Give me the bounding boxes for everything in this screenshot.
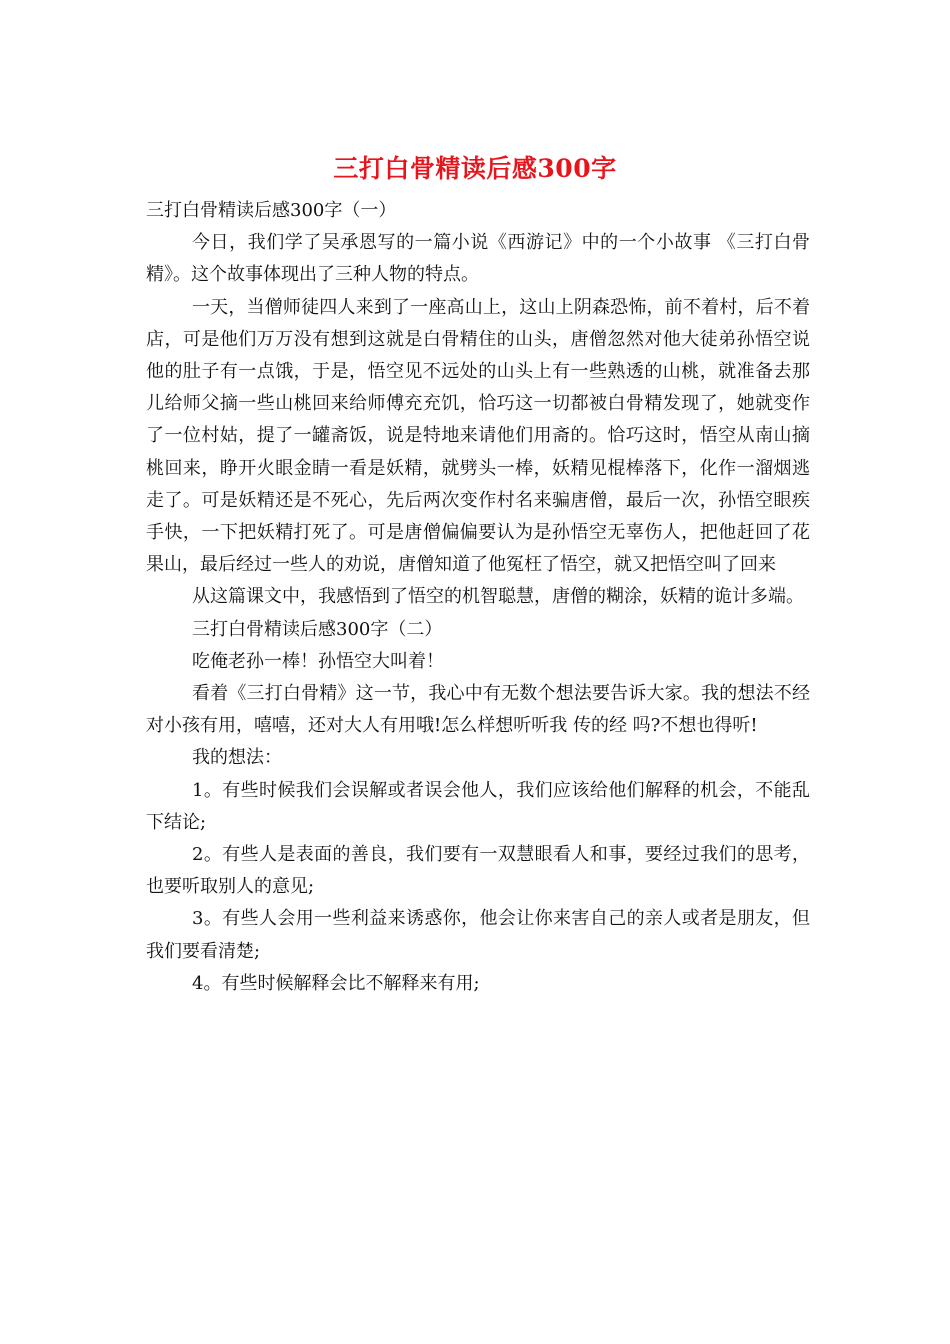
paragraph: 一天，当僧师徒四人来到了一座高山上，这山上阴森恐怖，前不着村，后不着店，可是他们万万没有想到这就是白骨精住的山头，唐僧忽然对他大徒弟孙悟空说他的肚子有一点饿，于是，悟空见不远处的山头上有一些熟透的山桃，就准备去那儿给师父摘一些山桃回来给师傅充充饥，恰巧这一切都被白骨精发现了，她就变作了一位村姑，提了一罐斋饭，说是特地来请他们用斋的。恰巧这时，悟空从南山摘桃回来，睁开火眼金睛一看是妖精，就劈头一棒，妖精见棍棒落下，化作一溜烟逃走了。可是妖精还是不死心，先后两次变作村名来骗唐僧，最后一次，孙悟空眼疾手快，一下把妖精打死了。可是唐僧偏偏要认为是孙悟空无辜伤人，把他赶回了花果山，最后经过一些人的劝说，唐僧知道了他冤枉了悟空，就又把悟空叫了回来 (146, 296, 810, 576)
paragraph: 今日，我们学了吴承恩写的一篇小说《西游记》中的一个小故事 《三打白骨精》。这个故事体现出了三种人物的特点。 (146, 232, 810, 286)
paragraph: 看着《三打白骨精》这一节，我心中有无数个想法要告诉大家。我的想法不经对小孩有用，嘻嘻，还对大人有用哦!怎么样想听听我 传的经 吗?不想也得听! (146, 683, 810, 737)
list-item: 3。有些人会用一些利益来诱惑你，他会让你来害自己的亲人或者是朋友，但我们要看清楚; (146, 908, 810, 962)
section-heading-1: 三打白骨精读后感300字（一） (146, 200, 397, 221)
document-title: 三打白骨精读后感300字 (333, 154, 617, 183)
list-item: 2。有些人是表面的善良，我们要有一双慧眼看人和事，要经过我们的思考，也要听取别人的意见; (146, 844, 810, 898)
paragraph: 吃俺老孙一棒！孙悟空大叫着！ (192, 650, 444, 672)
section-heading-2: 三打白骨精读后感300字（二） (192, 618, 443, 640)
list-item: 1。有些时候我们会误解或者误会他人，我们应该给他们解释的机会，不能乱下结论; (146, 779, 810, 833)
document-body (146, 195, 810, 1000)
paragraph: 从这篇课文中，我感悟到了悟空的机智聪慧，唐僧的糊涂，妖精的诡计多端。 (192, 586, 804, 608)
list-item: 4。有些时候解释会比不解释来有用; (192, 972, 480, 994)
paragraph: 我的想法： (192, 747, 282, 769)
